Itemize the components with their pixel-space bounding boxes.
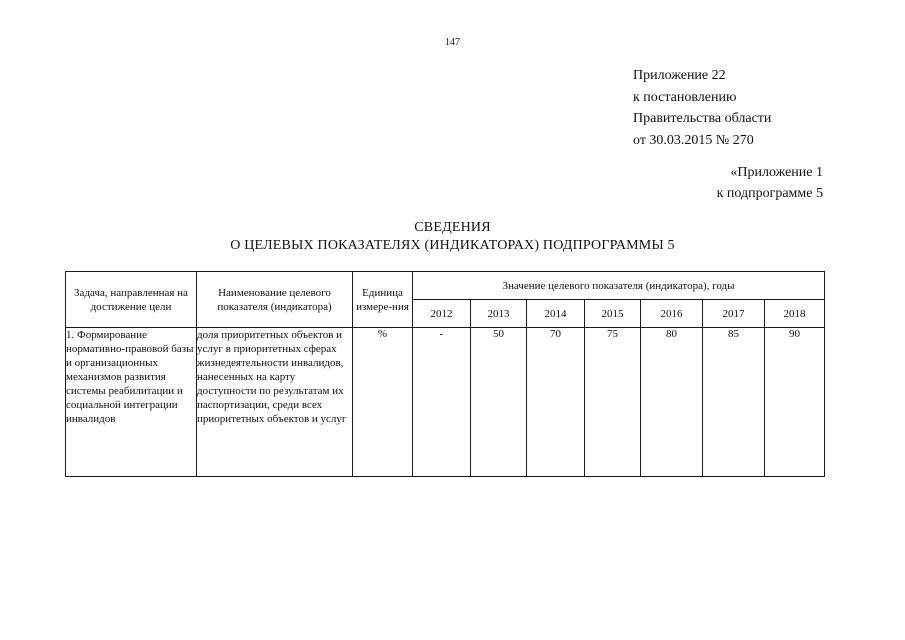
sub-appendix-line: к подпрограмме 5	[716, 186, 823, 201]
appendix-header	[633, 65, 771, 151]
header-values: Значение целевого показателя (индикатора), годы	[413, 272, 825, 300]
indicators-table	[65, 271, 825, 477]
header-year: 2013	[471, 300, 527, 328]
title-line-2: О ЦЕЛЕВЫХ ПОКАЗАТЕЛЯХ (ИНДИКАТОРАХ) ПОДПРОГРАММЫ 5	[230, 238, 675, 253]
sub-appendix-line: «Приложение 1	[730, 165, 823, 180]
appendix-line: Правительства области	[633, 111, 772, 126]
appendix-line: Приложение 22	[633, 68, 726, 83]
appendix-line: к постановлению	[633, 89, 737, 105]
header-year: 2018	[765, 300, 825, 328]
page-number: 147	[445, 37, 460, 48]
header-unit: Единица измере-ния	[353, 272, 413, 328]
cell-value: 75	[585, 328, 641, 477]
header-year: 2014	[527, 300, 585, 328]
header-year: 2017	[703, 300, 765, 328]
cell-unit: %	[353, 328, 413, 477]
header-year: 2016	[641, 300, 703, 328]
cell-task: 1. Формирование нормативно-правовой базы и организационных механизмов развития системы реабилитации и социальной интеграции инвалидов	[66, 328, 197, 477]
document-title	[0, 219, 905, 255]
header-year: 2012	[413, 300, 471, 328]
appendix-line: от 30.03.2015 № 270	[633, 132, 754, 148]
cell-value: 80	[641, 328, 703, 477]
cell-value: 85	[703, 328, 765, 477]
table-row	[66, 328, 825, 477]
cell-value: 90	[765, 328, 825, 477]
cell-indicator: доля приоритетных объектов и услуг в приоритетных сферах жизнедеятельности инвалидов, нанесенных на карту доступности по результатам их паспортизации, среди всех приоритетных объектов и услуг	[197, 328, 353, 477]
cell-value: -	[413, 328, 471, 477]
cell-value: 70	[527, 328, 585, 477]
header-year: 2015	[585, 300, 641, 328]
sub-appendix-header	[680, 162, 823, 204]
header-task: Задача, направленная на достижение цели	[66, 272, 197, 328]
title-line-1: СВЕДЕНИЯ	[414, 220, 491, 235]
cell-value: 50	[471, 328, 527, 477]
header-indicator-name: Наименование целевого показателя (индикатора)	[197, 272, 353, 328]
